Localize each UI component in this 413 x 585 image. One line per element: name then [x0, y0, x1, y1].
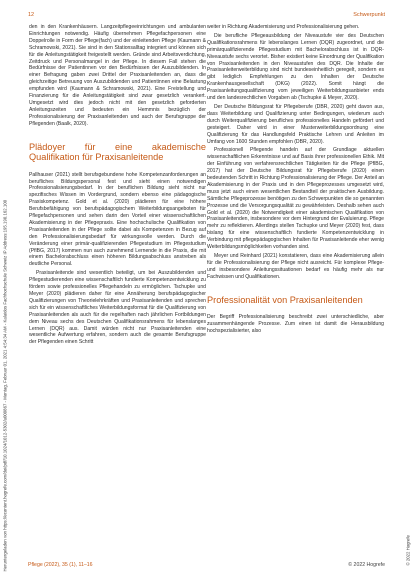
paragraph: Praxisanleitende sind wesentlich beteiligt, um bei Auszubildenden und Pflegestudierenden eine wissenschaftlich fundierte Kompetenzentwicklung zu fördern sowie professionelles Pflegehandeln zu ermöglichen. Tschupke und Meyer (2020) plädieren daher für eine Annäherung berufspädagogischer Qualifizierungen von Theorielehrkräften und Praxisanleitenden und sprechen sich für ein wissenschaftliches Weiterbildungsformat für die Qualifizierung von Praxisanleitenden als auch für die regelhaften nach jährlichen Fortbildungen dem Niveau sechs des Deutschen Qualifikationsrahmens für lebenslanges Lernen (DQR) aus. Damit würden nicht nur Praxisanleitenden eine wesentliche Aufwertung erfahren, sondern auch die gesamte Berufsgruppe der Pflegenden einen Schritt	[29, 270, 206, 346]
left-column	[29, 24, 206, 348]
paragraph: Der Deutsche Bildungsrat für Pflegeberufe (DBR, 2020) geht davon aus, dass Weiterbildung und Qualifizierung unter Bedingungen, wiederum auch durch Weiterqualifizierung berufliches professionelles Handeln gefördert und gesteigert. Daher wird in einer Musterweiterbildungsordnung eine Qualifizierung für das Handlungsfeld Praktische Lehren und Anleiten im Umfang von 1600 Stunden empfohlen (DBR, 2020).	[207, 103, 384, 145]
paragraph: Die berufliche Pflegeausbildung der Niveaustufe vier des Deutschen Qualifikationsrahmens für lebenslanges Lernen (DQR) zugeordnet, und die primärqualifizierende Pflegestudium mit Bachelorabschluss ist in DQR-Niveaustufe sechs verortet. Bisher existiert keine Einordnung der Qualifikation von Praxisanleitenden in den Niveaustufen des DQR. Die Inhalte der Praxisanleiterweiterbildung sind nicht bundeseinheitlich geregelt, sondern es gibt lediglich Empfehlungen zu den Inhalten der Deutsche Krankenhausgesellschaft (DKG) (2022). Somit hängt die Praxisanleitungsqualifizierung vom jeweiligen Weiterbildungsanbieter ends und den landesrechtlichen Vorgaben ab (Tschupke & Meyer, 2020).	[207, 32, 384, 102]
section-heading: Plädoyer für eine akademische Qualifikation für Praxisanleitende	[29, 141, 206, 163]
copyright-watermark-right	[403, 0, 413, 585]
section-name: Schwerpunkt	[353, 12, 385, 18]
paragraph: Meyer und Reinhard (2021) konstatieren, dass eine Akademisierung allein für die Professionalisierung der Pflege nicht ausreicht. Für komplexe Pflege- und insbesondere Anleitungssituationen bedarf es häufig mehr als nur Fachwissen und Qualifikationen.	[207, 253, 384, 280]
paragraph: Der Begriff Professionalisierung beschreibt zwei unterschiedliche, aber zusammenhängende Prozesse. Zum einen ist damit die Herausbildung hochspezialisierter, also	[207, 314, 384, 334]
watermark-right-text: © 2022 Hogrefe	[405, 535, 411, 566]
section-heading: Professionalität von Praxisanleitenden	[207, 294, 363, 305]
page-footer	[28, 562, 385, 572]
download-watermark-left	[0, 0, 10, 585]
watermark-text: Heruntergeladen von https://econtent.hogrefe.com/doi/pdf/10.1024/1012-5302/a000867 - Montag, Februar 01, 2021 4:54:34 AM - Kalaidos Fachhochschule Schweiz IP Address:195.190.162.100	[2, 199, 8, 572]
journal-citation: Pflege (2022), 35 (1), 11–16	[28, 562, 93, 568]
page-number: 12	[28, 12, 35, 18]
paragraph: den in den Krankenhäusern. Langzeitpflegeeinrichtungen und ambulanten Einrichtungen notwendig. Häufig übernehmen Pflegefachpersonen eine Doppelrolle in Form der Pflege(fach) und der einleitenden Pflege (Kaumann & Schramowski, 2021). Sie sind in den Stationsalltag integriert und können sich für die Anleitungstätigkeit freigestellt werden. Gründe sind Arbeitsverdichtung, Zeitdruck und Personalmangel in der Pflege. In diesem Fall stehen die Bedürfnisse der Patientinnen vor den Bedürfnissen der Auszubildenden. In einer Befragung gaben zwei Drittel der Praxisanleitenden an, dass die gleichzeitige Betreuung von Auszubildenden und Patientinnen eine Belastung empfunden wird (Kaumann & Schramowski, 2021). Eine Freistellung und Finanzierung für die Anleitungstätigkeit sind zwar gesetzlich verankert. Umgesetzt wird dies jedoch nicht mit den gesetzlich geforderten Anleitungszeiten und bedeuten ein Hemmnis bezüglich der Professionalisierung der Praxisanleitenden und auch der Berufsgruppe der Pflegenden (Baalk, 2020).	[29, 24, 206, 127]
paragraph: Professionell Pflegende handeln auf der Grundlage aktuellen wissenschaftlichen Erkenntnisse und auf Basis ihrer professionellen Ethik. Mit der Einführung von verfahrensrechtlichen Tätigkeiten für die Pflege (PflBG, 2017) hat der Deutsche Bildungsrat für Pflegeberufe (2020) einen bedeutenden Schritt in Richtung Professionalisierung der Pflege. Der Anteil an Akademisierung in der Praxis und in den Pflegeprozesses umgesetzt wird, muss jetzt auch einen wesentlichen Bestandteil der praktischen Ausbildung. Sämtliche Pflegeprozesse benötigen zu den Schwerpunkten die so genannten Prozesse und die Versorgungsqualität zu gewährleisten. Deshalb sehen auch Gold et al. (2020) die Notwendigkeit einer akademischen Qualifikation von Praxisanleitenden, insbesondere vor dem Hintergrund der Evaluierung. Pflege mehr zu reflektieren. Allerdings stellen Tschupke und Meyer (2020) fest, dass bislang für eine wissenschaftlich fundierte Kompetenzentwicklung in Verbindung mit pflegepädagogischen Inhalten für Praxisanleitende eher wenig Weiterbildungsmöglichkeiten vorhanden sind.	[207, 147, 384, 251]
paragraph: weiter in Richtung Akademisierung und Professionalisierung gehen.	[207, 24, 360, 30]
footer-copyright: © 2022 Hogrefe	[348, 562, 385, 568]
page-header	[28, 10, 385, 22]
right-column	[207, 24, 384, 337]
paragraph: Pallhauser (2021) stellt berufsgebundene hohe Kompetenzanforderungen an berufliches Bildungspersonal fest und sieht einen notwendigen Professionalisierungsbedarf. In der beruflichen Bildung sieht nicht nur spezifisches Wissen im Vordergrund, sondern ebenso eine pädagogische Praxiskompetenz. Gold et al. (2020) plädieren für eine höhere Berufsbefähigung von berufspädagogischem Weiterbildungsangeboten für Pflegefachpersonen und sehen darin den Vorteil einer wissenschaftlichen Akademisierung in der Pflegepraxis. Eine hochschulische Qualifikation von Praxisanleitenden in der Pflege sollte dabei als Kompetenzen in Bezug auf den Professionalisierungsbedarf für wirkungsvolle werden. Durch die Veränderung einer primär-qualifizierenden Pflegestudium im Pflegestudium (PflBG, 2017) kommen nun auch zunehmend Lernende in die Praxis, die mit einem Bachelorabschluss einen höheren Bildungsabschluss anstreben als deutliche Personal.	[29, 171, 206, 268]
